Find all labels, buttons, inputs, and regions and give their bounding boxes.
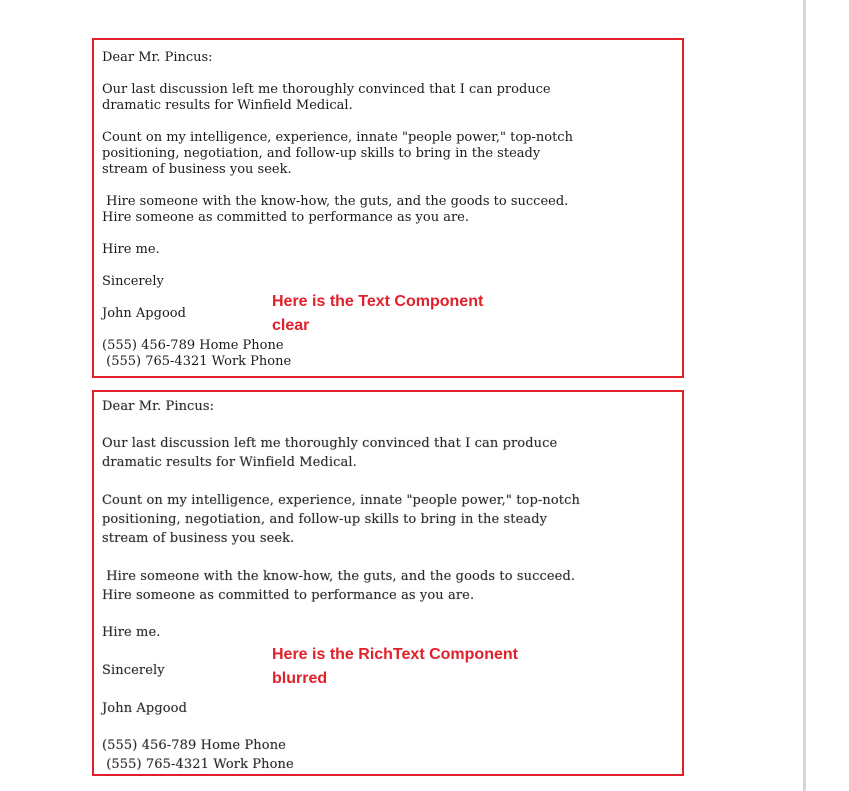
letter-salutation: Dear Mr. Pincus: (102, 399, 215, 414)
letter-paragraph-2-line-3: stream of business you seek. (102, 531, 295, 546)
letter-signature: John Apgood (102, 701, 188, 716)
letter-paragraph-2-line-1: Count on my intelligence, experience, innate "people power," top-notch (102, 130, 573, 145)
letter-signature: John Apgood (102, 306, 186, 321)
annotation-title: Here is the Text Component (272, 293, 484, 310)
annotation-title: Here is the RichText Component (272, 646, 518, 663)
richtext-component-letter[interactable] (92, 390, 684, 776)
letter-closing: Sincerely (102, 663, 165, 678)
letter-closing: Sincerely (102, 274, 164, 289)
letter-paragraph-3-line-2: Hire someone as committed to performance as you are. (102, 588, 475, 603)
letter-paragraph-1-line-2: dramatic results for Winfield Medical. (102, 455, 357, 470)
letter-phone-home: (555) 456-789 Home Phone (102, 738, 286, 753)
letter-paragraph-2-line-2: positioning, negotiation, and follow-up skills to bring in the steady (102, 512, 548, 527)
letter-paragraph-1-line-1: Our last discussion left me thoroughly convinced that I can produce (102, 82, 551, 97)
letter-paragraph-3-line-1: Hire someone with the know-how, the guts, and the goods to succeed. (102, 569, 576, 584)
letter-phone-work: (555) 765-4321 Work Phone (102, 757, 294, 772)
annotation-subtitle: clear (272, 317, 310, 334)
letter-paragraph-3-line-2: Hire someone as committed to performance as you are. (102, 210, 469, 225)
letter-paragraph-3-line-1: Hire someone with the know-how, the guts, and the goods to succeed. (102, 194, 569, 209)
letter-paragraph-4: Hire me. (102, 242, 160, 257)
letter-paragraph-1-line-2: dramatic results for Winfield Medical. (102, 98, 353, 113)
page-margin (806, 0, 849, 791)
letter-paragraph-4: Hire me. (102, 625, 161, 640)
text-component-letter[interactable] (92, 38, 684, 378)
letter-phone-home: (555) 456-789 Home Phone (102, 338, 284, 353)
letter-phone-work: (555) 765-4321 Work Phone (102, 354, 292, 369)
letter-paragraph-2-line-1: Count on my intelligence, experience, innate "people power," top-notch (102, 493, 580, 508)
letter-paragraph-1-line-1: Our last discussion left me thoroughly convinced that I can produce (102, 436, 558, 451)
letter-salutation: Dear Mr. Pincus: (102, 50, 213, 65)
letter-paragraph-2-line-2: positioning, negotiation, and follow-up skills to bring in the steady (102, 146, 541, 161)
annotation-subtitle: blurred (272, 670, 328, 687)
letter-paragraph-2-line-3: stream of business you seek. (102, 162, 292, 177)
